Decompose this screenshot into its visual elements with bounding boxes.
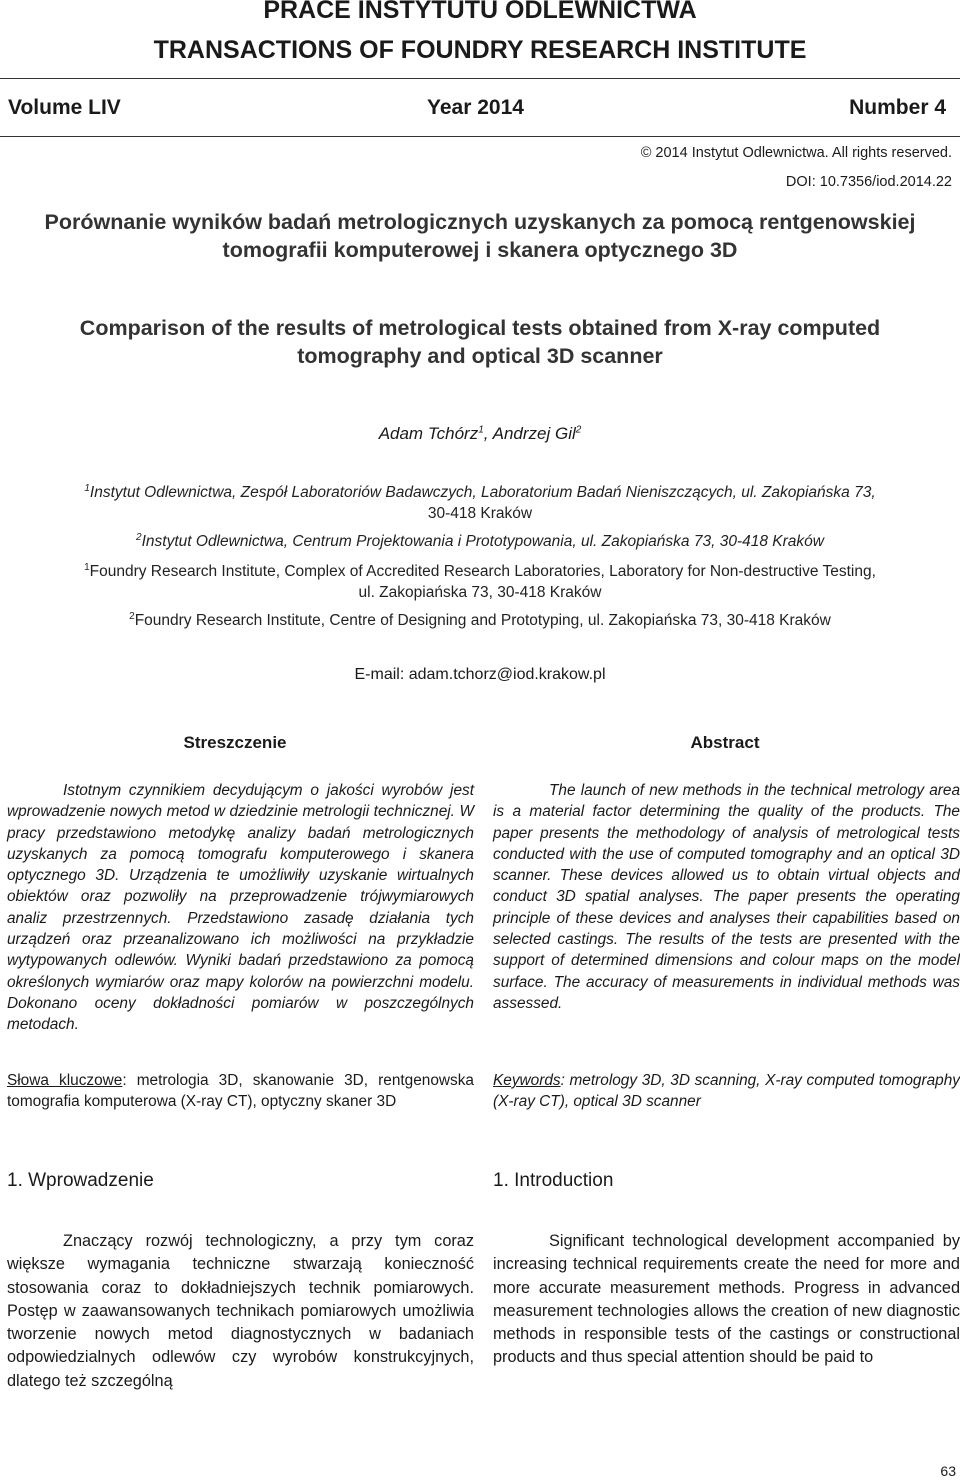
article-title-en [0, 314, 960, 370]
author-separator: , [483, 424, 493, 443]
keywords-en-label: Keywords [493, 1072, 561, 1089]
affiliation-3 [20, 561, 940, 603]
intro-en-text [493, 1230, 960, 1370]
affiliation-3-mark: 1 [84, 561, 90, 573]
affiliation-1 [20, 482, 940, 524]
affiliation-3-line2: ul. Zakopiańska 73, 30-418 Kraków [358, 584, 602, 601]
author-2: Andrzej Gil [492, 424, 576, 443]
author-1-affil-mark: 1 [478, 424, 484, 436]
affiliation-2 [20, 531, 940, 552]
article-title-en-line1: Comparison of the results of metrological tests obtained from X-ray computed [79, 316, 881, 340]
contact-email: E-mail: adam.tchorz@iod.krakow.pl [354, 666, 606, 683]
year-label: Year 2014 [427, 96, 524, 119]
volume-label: Volume LIV [8, 96, 121, 119]
doi-label: DOI: 10.7356/iod.2014.22 [785, 174, 952, 190]
header-rule-bottom [0, 136, 960, 137]
number-label: Number 4 [849, 96, 946, 119]
article-title-pl-line1: Porównanie wyników badań metrologicznych uzyskanych za pomocą rentgenowskiej [44, 210, 916, 234]
affiliation-4-mark: 2 [129, 610, 135, 622]
keywords-pl-label: Słowa kluczowe [7, 1072, 123, 1089]
keywords-pl-list: : metrologia 3D, skanowanie 3D, rentgenowska tomografia komputerowa (X-ray CT), optyczny skaner 3D [7, 1072, 474, 1111]
intro-en-heading: 1. Introduction [493, 1170, 614, 1191]
page-number: 63 [940, 1463, 956, 1479]
affiliation-1-mark: 1 [84, 482, 90, 494]
affiliation-2-mark: 2 [136, 531, 142, 543]
journal-title-en: TRANSACTIONS OF FOUNDRY RESEARCH INSTITUTE [153, 36, 807, 64]
keywords-en-list: : metrology 3D, 3D scanning, X-ray computed tomography (X-ray CT), optical 3D scanner [493, 1072, 960, 1111]
intro-pl-heading: 1. Wprowadzenie [7, 1170, 154, 1191]
affiliation-2-text: Instytut Odlewnictwa, Centrum Projektowania i Prototypowania, ul. Zakopiańska 73, 30-418 Kraków [141, 533, 824, 550]
intro-pl-text [7, 1230, 474, 1393]
author-2-affil-mark: 2 [575, 424, 582, 436]
copyright-notice: © 2014 Instytut Odlewnictwa. All rights reserved. [640, 145, 952, 161]
article-title-pl-line2: tomografii komputerowej i skanera optycznego 3D [222, 238, 738, 262]
abstract-en-text: The launch of new methods in the technical metrology area is a material factor determining the quality of the products. The paper presents the methodology of analysis of metrological tests conducted with the use of computed tomography and an optical 3D scanner. These devices allowed us to obtain virtual objects and conduct 3D spatial analyses. The paper presents the operating principle of these devices and analyses their capabilities based on selected castings. The results of the tests are presented with the support of determined dimensions and colour maps on the model surface. The accuracy of measurements in individual methods was assessed. [493, 782, 960, 1012]
journal-title-pl: PRACE INSTYTUTU ODLEWNICTWA [263, 0, 697, 24]
affiliation-4 [20, 610, 940, 631]
affiliation-4-text: Foundry Research Institute, Centre of Designing and Prototyping, ul. Zakopiańska 73, 30-418 Kraków [134, 612, 831, 629]
header-rule-top [0, 78, 960, 79]
authors [0, 424, 960, 444]
affiliation-1-line2: 30-418 Kraków [427, 505, 533, 522]
article-title-pl [0, 208, 960, 264]
affiliation-1-line1: Instytut Odlewnictwa, Zespół Laboratoriów Badawczych, Laboratorium Badań Nieniszczących, ul. Zakopiańska 73, [89, 484, 876, 501]
abstract-en-heading: Abstract [690, 733, 760, 752]
article-title-en-line2: tomography and optical 3D scanner [297, 344, 663, 368]
intro-pl-paragraph: Znaczący rozwój technologiczny, a przy tym coraz większe wymagania techniczne stwarzają konieczność stosowania coraz to dokładniejszych technik pomiarowych. Postęp w zaawansowanych technikach pomiarowych umożliwia tworzenie nowych metod diagnostycznych w badaniach odpowiedzialnych odlewów czy wyrobów konstrukcyjnych, dlatego też szczególną [7, 1232, 474, 1390]
affiliation-3-line1: Foundry Research Institute, Complex of Accredited Research Laboratories, Laboratory for Non-destructive Testing, [89, 563, 876, 580]
abstract-pl-heading: Streszczenie [183, 733, 287, 752]
keywords-en [493, 1070, 960, 1113]
author-1: Adam Tchórz [378, 424, 479, 443]
keywords-pl [7, 1070, 474, 1113]
intro-en-paragraph: Significant technological development accompanied by increasing technical requirements create the need for more and more accurate measurement methods. Progress in advanced measurement technologies allows the creation of new diagnostic methods in responsible tests of the castings or constructional products and thus special attention should be paid to [493, 1232, 960, 1367]
abstract-pl-text: Istotnym czynnikiem decydującym o jakości wyrobów jest wprowadzenie nowych metod w dziedzinie metrologii technicznej. W pracy przedstawiono metodykę analizy badań metrologicznych uzyskanych za pomocą tomografu komputerowego i skanera optycznego 3D. Urządzenia te umożliwiły uzyskanie wirtualnych obiektów oraz pozwoliły na przeprowadzenie trójwymiarowych analiz przestrzennych. Przedstawiono zasadę działania tych urządzeń oraz przeanalizowano ich możliwości na przykładzie wytypowanych odlewów. Wyniki badań przedstawiono za pomocą określonych wymiarów oraz mapy kolorów na powierzchni modelu. Dokonano oceny dokładności pomiarów w poszczególnych metodach. [7, 782, 474, 1034]
